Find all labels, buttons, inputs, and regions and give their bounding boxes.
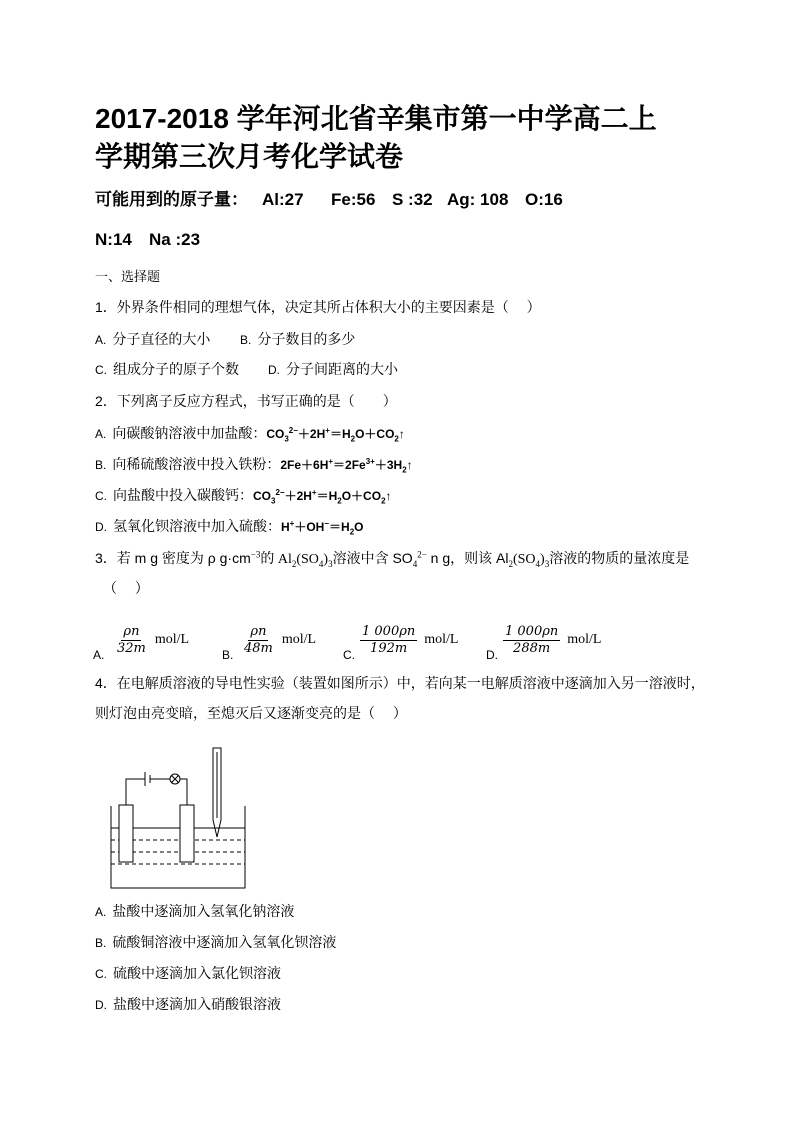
stem-subscript: 4 <box>535 558 541 569</box>
q2-option-b-text: 向稀硫酸溶液中投入铁粉： <box>112 456 281 472</box>
q4-stem-line-1: 4．在电解质溶液的导电性实验（装置如图所示）中，若向某一电解质溶液中逐滴加入另一溶液时， <box>95 675 705 691</box>
q2-option-b-equation <box>280 457 413 475</box>
equation-part: ＝H <box>316 489 338 503</box>
equation-superscript: 2− <box>275 488 285 497</box>
q3-option-c-numerator: 1 000ρn <box>362 623 416 639</box>
q4-option-a <box>95 901 294 922</box>
q3-option-b-numerator: ρn <box>250 623 267 639</box>
equation-subscript: 3 <box>284 434 289 444</box>
q3-option-a-fraction <box>115 624 148 657</box>
equation-part: ＝H <box>329 427 351 441</box>
q3-option-b <box>222 620 316 660</box>
equation-part: ＝2Fe <box>333 458 366 472</box>
q2-option-a-text: 向碳酸钠溶液中加盐酸： <box>112 425 267 441</box>
q4-option-a-text: 盐酸中逐滴加入氢氧化钠溶液 <box>112 903 295 919</box>
q3-option-c <box>343 620 458 660</box>
q3-option-a-letter: A. <box>93 648 105 662</box>
q2-option-d-letter: D. <box>95 520 107 534</box>
equation-part: ＋2H <box>284 489 312 503</box>
q3-option-b-denominator: 48m <box>244 640 273 656</box>
q4-option-b-letter: B. <box>95 936 107 950</box>
stem-subscript: 3 <box>544 558 550 569</box>
q3-option-d-unit: mol/L <box>567 632 602 647</box>
equation-part: O＋CO <box>355 427 395 441</box>
q3-option-b-unit: mol/L <box>281 632 317 647</box>
section-heading: 一、选择题 <box>95 269 161 284</box>
q4-option-b <box>95 932 336 953</box>
atomic-mass-s: S :32 <box>392 190 433 209</box>
atomic-mass-label: 可能用到的原子量： <box>95 190 248 209</box>
atomic-mass-na: Na :23 <box>149 230 201 249</box>
atomic-mass-ag: Ag: 108 <box>447 190 509 209</box>
q3-option-d-denominator: 288m <box>513 640 551 656</box>
stem-subscript: 2 <box>508 558 513 569</box>
q2-stem: 2．下列离子反应方程式，书写正确的是（ ） <box>95 393 397 409</box>
q4-option-b-text: 硫酸铜溶液中逐滴加入氢氧化钡溶液 <box>112 934 337 950</box>
equation-subscript: 3 <box>271 496 276 506</box>
atomic-mass-o: O:16 <box>525 190 563 209</box>
equation-superscript: 2− <box>288 426 298 435</box>
left-electrode <box>119 805 133 862</box>
equation-part: ＋2H <box>297 427 326 441</box>
equation-part: H <box>281 520 290 534</box>
stem-part: (SO <box>296 552 319 567</box>
equation-part: 2Fe＋6H <box>280 458 329 472</box>
q3-option-c-fraction <box>360 624 417 657</box>
equation-part: O＋CO <box>341 489 382 503</box>
q4-option-c-text: 硫酸中逐滴加入氯化钡溶液 <box>113 965 281 981</box>
q2-option-b <box>95 454 413 475</box>
q2-option-a-letter: A. <box>95 427 107 441</box>
equation-subscript: 2 <box>381 496 386 506</box>
q3-option-d <box>486 620 601 660</box>
q1-option-c-letter: C. <box>95 363 107 377</box>
q3-option-a <box>93 620 189 660</box>
stem-part: ) <box>540 552 545 567</box>
q2-option-a <box>95 423 405 444</box>
equation-part: ↑ <box>406 458 413 472</box>
equation-part: CO <box>253 489 271 503</box>
lamp-cross <box>172 776 179 783</box>
q3-option-c-unit: mol/L <box>424 632 459 647</box>
stem-part: 溶液的物质的量浓度是 <box>549 550 690 566</box>
stem-part: 溶液中含 SO <box>332 550 413 566</box>
q1-option-d-text: 分子间距离的大小 <box>286 361 398 377</box>
right-electrode <box>180 805 194 862</box>
q3-option-b-fraction <box>242 624 275 657</box>
stem-part: (SO <box>512 552 536 567</box>
q2-option-c-letter: C. <box>95 489 107 503</box>
atomic-mass-n: N:14 <box>95 230 132 249</box>
q4-stem-line-2: 则灯泡由亮变暗，至熄灭后又逐渐变亮的是（ ） <box>95 705 407 721</box>
equation-subscript: 2 <box>350 434 356 444</box>
q2-option-c-equation <box>253 488 392 506</box>
q1-option-b <box>240 329 355 350</box>
stem-part: 3．若 m g 密度为 ρ g·cm <box>95 550 251 566</box>
q4-option-c-letter: C. <box>95 967 107 981</box>
stem-part: n g，则该 Al <box>426 550 509 566</box>
stem-subscript: 2 <box>291 558 297 569</box>
equation-subscript: 2 <box>402 465 407 475</box>
q3-option-c-denominator: 192m <box>370 640 408 656</box>
q1-stem: 1．外界条件相同的理想气体，决定其所占体积大小的主要因素是（ ） <box>95 299 541 315</box>
q2-option-d-text: 氢氧化钡溶液中加入硫酸： <box>113 518 281 534</box>
q1-option-a-letter: A. <box>95 333 107 347</box>
equation-subscript: 2 <box>337 496 342 506</box>
equation-part: CO <box>266 427 285 441</box>
q4-option-a-letter: A. <box>95 905 107 919</box>
q1-option-b-letter: B. <box>240 333 252 347</box>
q1-option-c <box>95 359 239 380</box>
q3-option-d-letter: D. <box>486 648 498 662</box>
equation-superscript: + <box>289 519 295 528</box>
equation-part: ＋3H <box>374 458 403 472</box>
equation-superscript: 3+ <box>365 457 375 466</box>
equation-superscript: + <box>325 426 330 435</box>
q2-option-d-equation <box>281 519 364 537</box>
q3-stem <box>95 548 689 570</box>
q1-option-d <box>268 359 398 380</box>
stem-part: ) <box>323 552 329 567</box>
q3-option-b-letter: B. <box>222 648 234 662</box>
equation-superscript: + <box>311 488 317 497</box>
q2-option-c <box>95 485 392 506</box>
q1-option-a-text: 分子直径的大小 <box>112 331 211 347</box>
q2-option-d <box>95 516 364 537</box>
q1-option-b-text: 分子数目的多少 <box>257 331 356 347</box>
q3-option-d-fraction <box>503 624 560 657</box>
conductivity-apparatus-diagram <box>100 740 260 895</box>
q3-option-d-numerator: 1 000ρn <box>505 623 559 639</box>
equation-part: O <box>354 520 364 534</box>
stem-subscript: 4 <box>318 558 324 569</box>
q2-option-a-equation <box>266 426 405 444</box>
equation-subscript: 2 <box>394 434 399 444</box>
q2-option-c-text: 向盐酸中投入碳酸钙： <box>113 487 253 503</box>
q4-option-c <box>95 963 281 984</box>
stem-subscript: 3 <box>328 558 333 569</box>
q3-stem-answer-bracket: （ ） <box>103 580 149 596</box>
q2-option-b-letter: B. <box>95 458 107 472</box>
equation-part: ＋OH <box>294 520 325 534</box>
atomic-mass-fe: Fe:56 <box>331 190 376 209</box>
atomic-mass-al: Al:27 <box>262 190 304 209</box>
q1-option-a <box>95 329 210 350</box>
q3-option-a-unit: mol/L <box>154 632 190 647</box>
page-title-line-1: 2017-2018 学年河北省辛集市第一中学高二上 <box>95 103 657 134</box>
equation-subscript: 2 <box>349 527 355 537</box>
stem-part: 的 Al <box>260 552 292 567</box>
equation-part: ↑ <box>385 489 392 503</box>
q1-option-c-text: 组成分子的原子个数 <box>113 361 239 377</box>
q3-option-c-letter: C. <box>343 648 355 662</box>
stem-subscript: 4 <box>412 558 418 569</box>
q3-option-a-denominator: 32m <box>117 640 146 656</box>
q4-option-d <box>95 994 281 1015</box>
q4-option-d-text: 盐酸中逐滴加入硝酸银溶液 <box>113 996 281 1012</box>
q3-option-a-numerator: ρn <box>123 623 140 639</box>
equation-part: ＝H <box>329 520 350 534</box>
stem-superscript: −3 <box>250 549 261 560</box>
equation-part: ↑ <box>398 427 405 441</box>
page-title-line-2: 学期第三次月考化学试卷 <box>95 141 404 172</box>
stem-superscript: 2− <box>417 549 427 560</box>
q4-option-d-letter: D. <box>95 998 107 1012</box>
q1-option-d-letter: D. <box>268 363 280 377</box>
equation-superscript: + <box>328 457 334 466</box>
equation-superscript: − <box>324 519 330 528</box>
